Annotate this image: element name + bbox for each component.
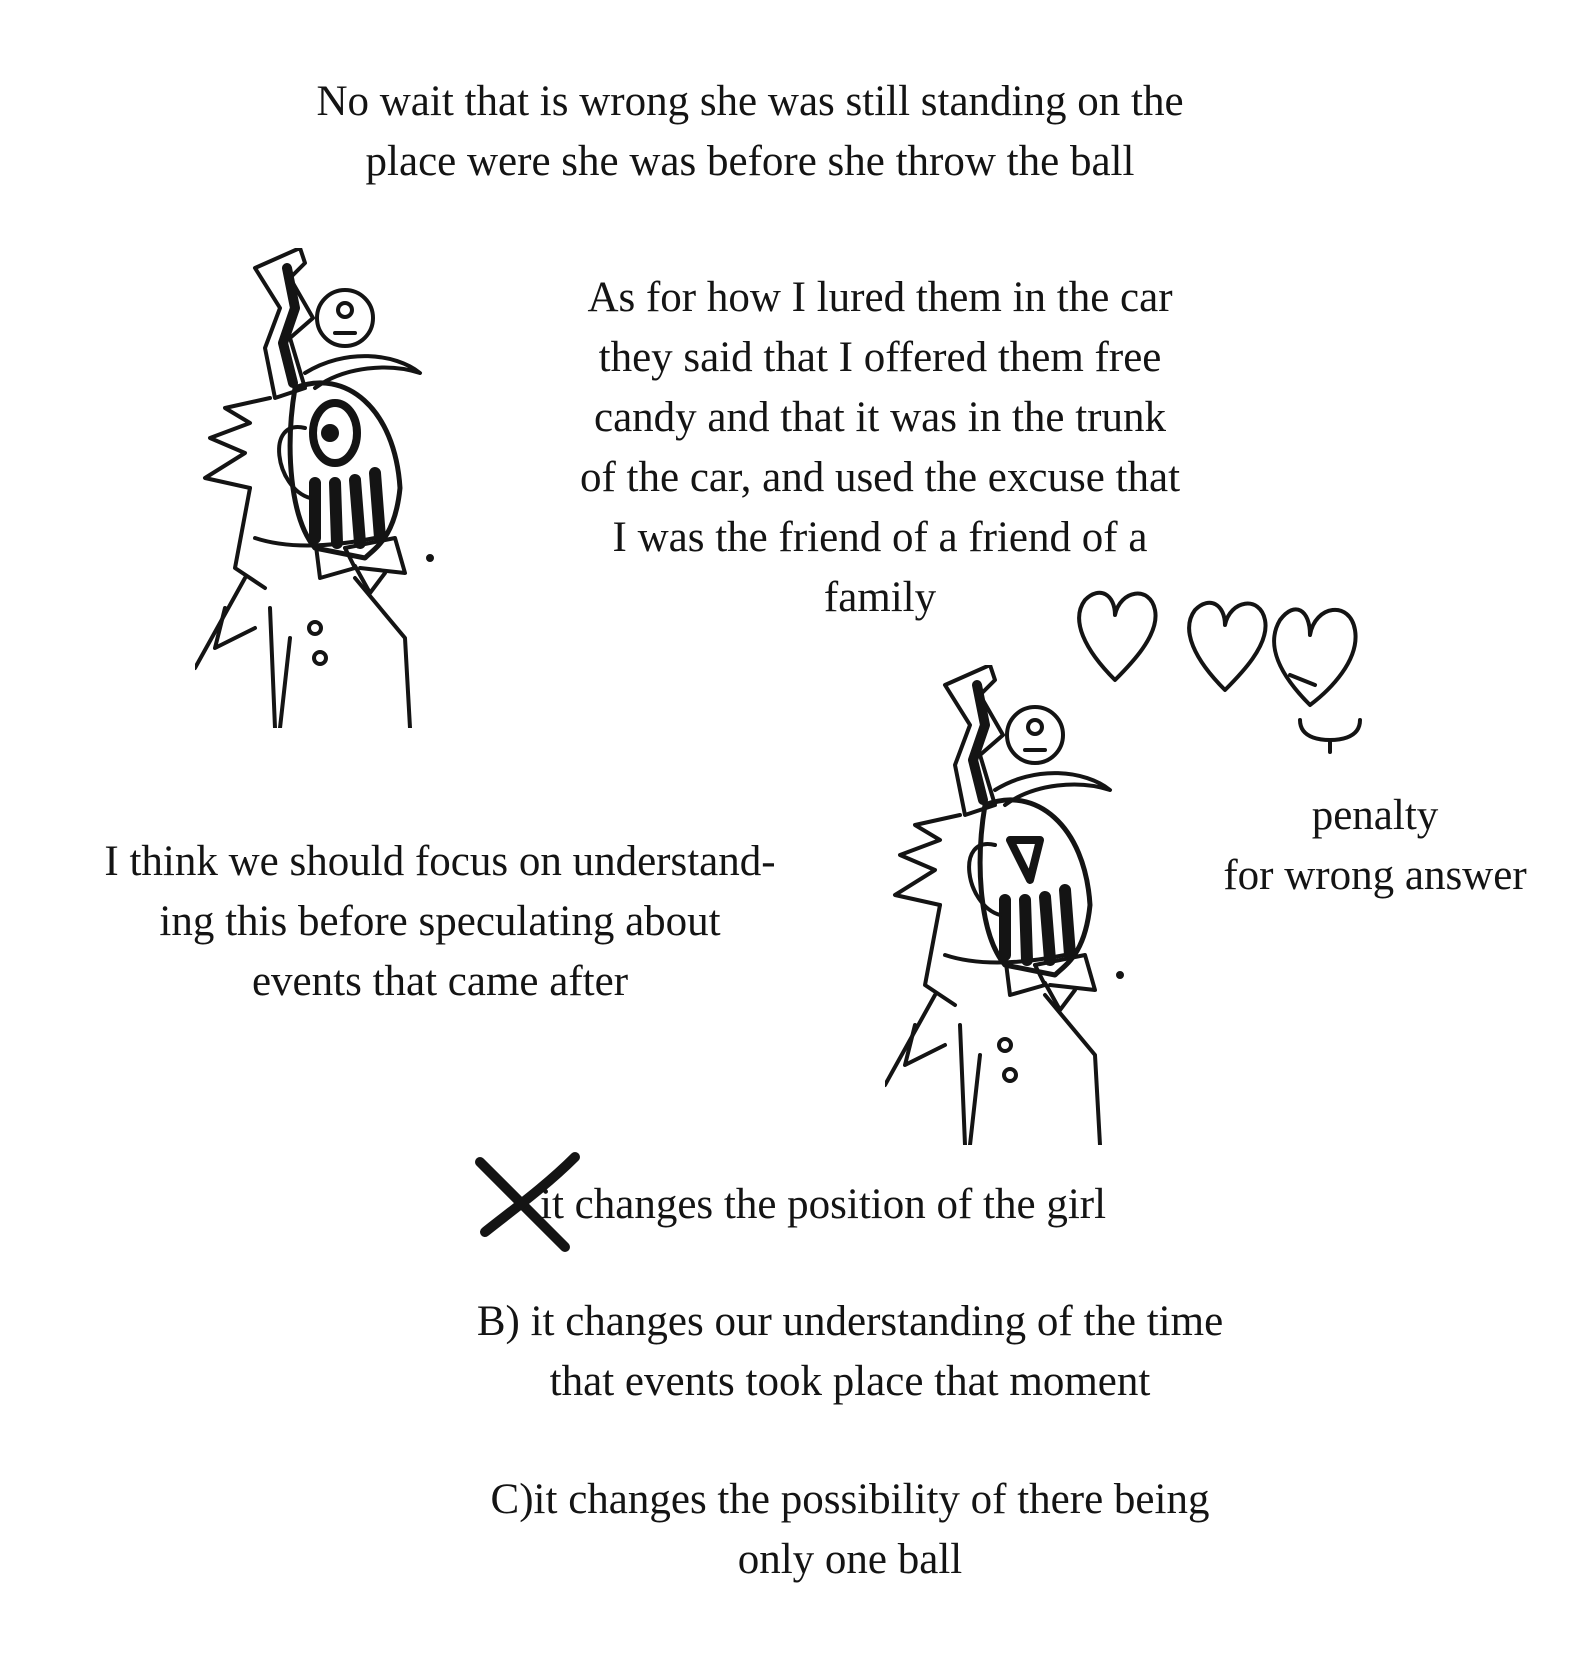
heart-icon <box>1189 603 1265 690</box>
story-paragraph <box>520 268 1240 628</box>
option-c-line: C)it changes the possibility of there being <box>490 1476 1210 1523</box>
story-line: I was the friend of a friend of a <box>612 514 1148 561</box>
heart-icon <box>1274 609 1355 705</box>
intro-line: No wait that is wrong she was still standing on the <box>316 78 1184 125</box>
option-c[interactable] <box>400 1470 1300 1590</box>
intro-caption <box>200 72 1300 192</box>
story-line: family <box>823 574 937 621</box>
advice-line: ing this before speculating about <box>159 898 721 945</box>
masked-character-icon <box>885 665 1145 1145</box>
option-c-line: only one ball <box>737 1536 963 1583</box>
advice-line: I think we should focus on understand- <box>104 838 776 885</box>
masked-character-icon <box>195 248 455 728</box>
story-line: As for how I lured them in the car <box>587 274 1173 321</box>
option-a[interactable] <box>540 1175 1106 1235</box>
story-line: candy and that it was in the trunk <box>594 394 1166 441</box>
advice-paragraph <box>20 832 860 1012</box>
option-b-line: B) it changes our understanding of the time <box>476 1298 1224 1345</box>
penalty-line: penalty <box>1311 792 1439 839</box>
penalty-line: for wrong answer <box>1223 852 1527 899</box>
option-b-line: that events took place that moment <box>549 1358 1151 1405</box>
story-line: they said that I offered them free <box>598 334 1162 381</box>
intro-line: place were she was before she throw the ball <box>365 138 1135 185</box>
option-a-text: it changes the position of the girl <box>540 1181 1107 1228</box>
penalty-caption <box>1165 786 1585 906</box>
story-line: of the car, and used the excuse that <box>579 454 1181 501</box>
advice-line: events that came after <box>251 958 629 1005</box>
option-b[interactable] <box>400 1292 1300 1412</box>
